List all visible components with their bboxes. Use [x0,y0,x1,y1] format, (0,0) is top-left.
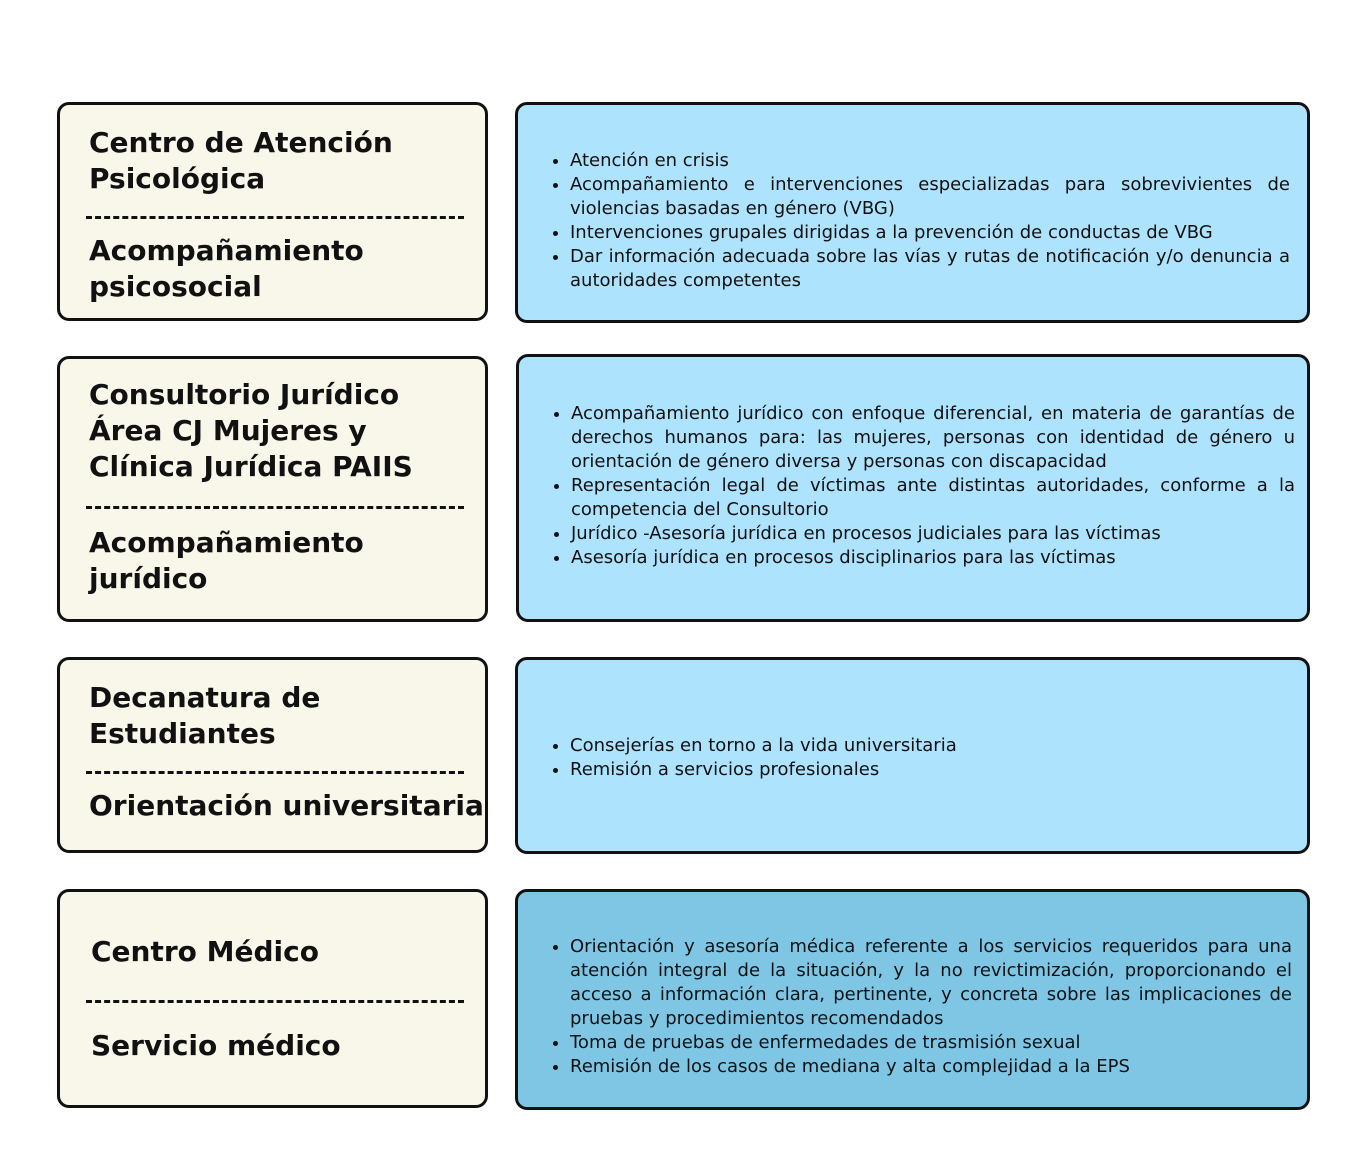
entity-box-centro-medico [57,889,488,1108]
service-title: Orientación universitaria [89,789,484,822]
dashed-divider [86,771,464,774]
list-item: • Jurídico -Asesoría jurídica en procesos judiciales para las víctimas [571,522,1295,546]
service-title: Servicio médico [91,1029,341,1062]
service-list [552,935,1292,1079]
list-item: • Orientación y asesoría médica referente a los servicios requeridos para una atención integral de la situación, y la no revictimización, proporcionando el acceso a información clara, pertinente, y concreta sobre las implicaciones de pruebas y procedimientos recomendados [570,935,1292,1031]
entity-title: Centro de Atención Psicológica [89,126,393,195]
service-title: Acompañamiento jurídico [89,526,364,595]
list-item: • Asesoría jurídica en procesos disciplinarios para las víctimas [571,546,1295,570]
list-item: • Remisión a servicios profesionales [570,758,1290,782]
service-box-consultorio [516,354,1310,622]
list-item: • Remisión de los casos de mediana y alta complejidad a la EPS [570,1055,1292,1079]
list-item: • Acompañamiento jurídico con enfoque diferencial, en materia de garantías de derechos humanos para: las mujeres, personas con identidad de género u orientación de género diversa y personas con discapacidad [571,402,1295,474]
dashed-divider [86,506,464,509]
entity-title: Centro Médico [91,935,319,968]
service-box-centro-medico [515,889,1310,1110]
list-item: • Atención en crisis [570,149,1290,173]
entity-box-decanatura [57,657,488,853]
entity-box-psicologia [57,102,488,321]
service-title: Acompañamiento psicosocial [89,234,364,303]
dashed-divider [86,216,464,219]
entity-title: Decanatura de Estudiantes [89,681,321,750]
list-item: • Toma de pruebas de enfermedades de trasmisión sexual [570,1031,1292,1055]
list-item: • Intervenciones grupales dirigidas a la prevención de conductas de VBG [570,221,1290,245]
dashed-divider [86,1000,464,1003]
entity-box-consultorio [57,356,488,622]
service-list [553,402,1295,570]
list-item: • Consejerías en torno a la vida universitaria [570,734,1290,758]
list-item: • Representación legal de víctimas ante distintas autoridades, conforme a la competencia del Consultorio [571,474,1295,522]
service-list [552,734,1290,782]
service-box-psicologia [515,102,1310,323]
list-item: • Dar información adecuada sobre las vías y rutas de notificación y/o denuncia a autoridades competentes [570,245,1290,293]
service-box-decanatura [515,657,1310,854]
entity-title: Consultorio Jurídico Área CJ Mujeres y Clínica Jurídica PAIIS [89,378,413,483]
service-list [552,149,1290,293]
list-item: • Acompañamiento e intervenciones especializadas para sobrevivientes de violencias basadas en género (VBG) [570,173,1290,221]
